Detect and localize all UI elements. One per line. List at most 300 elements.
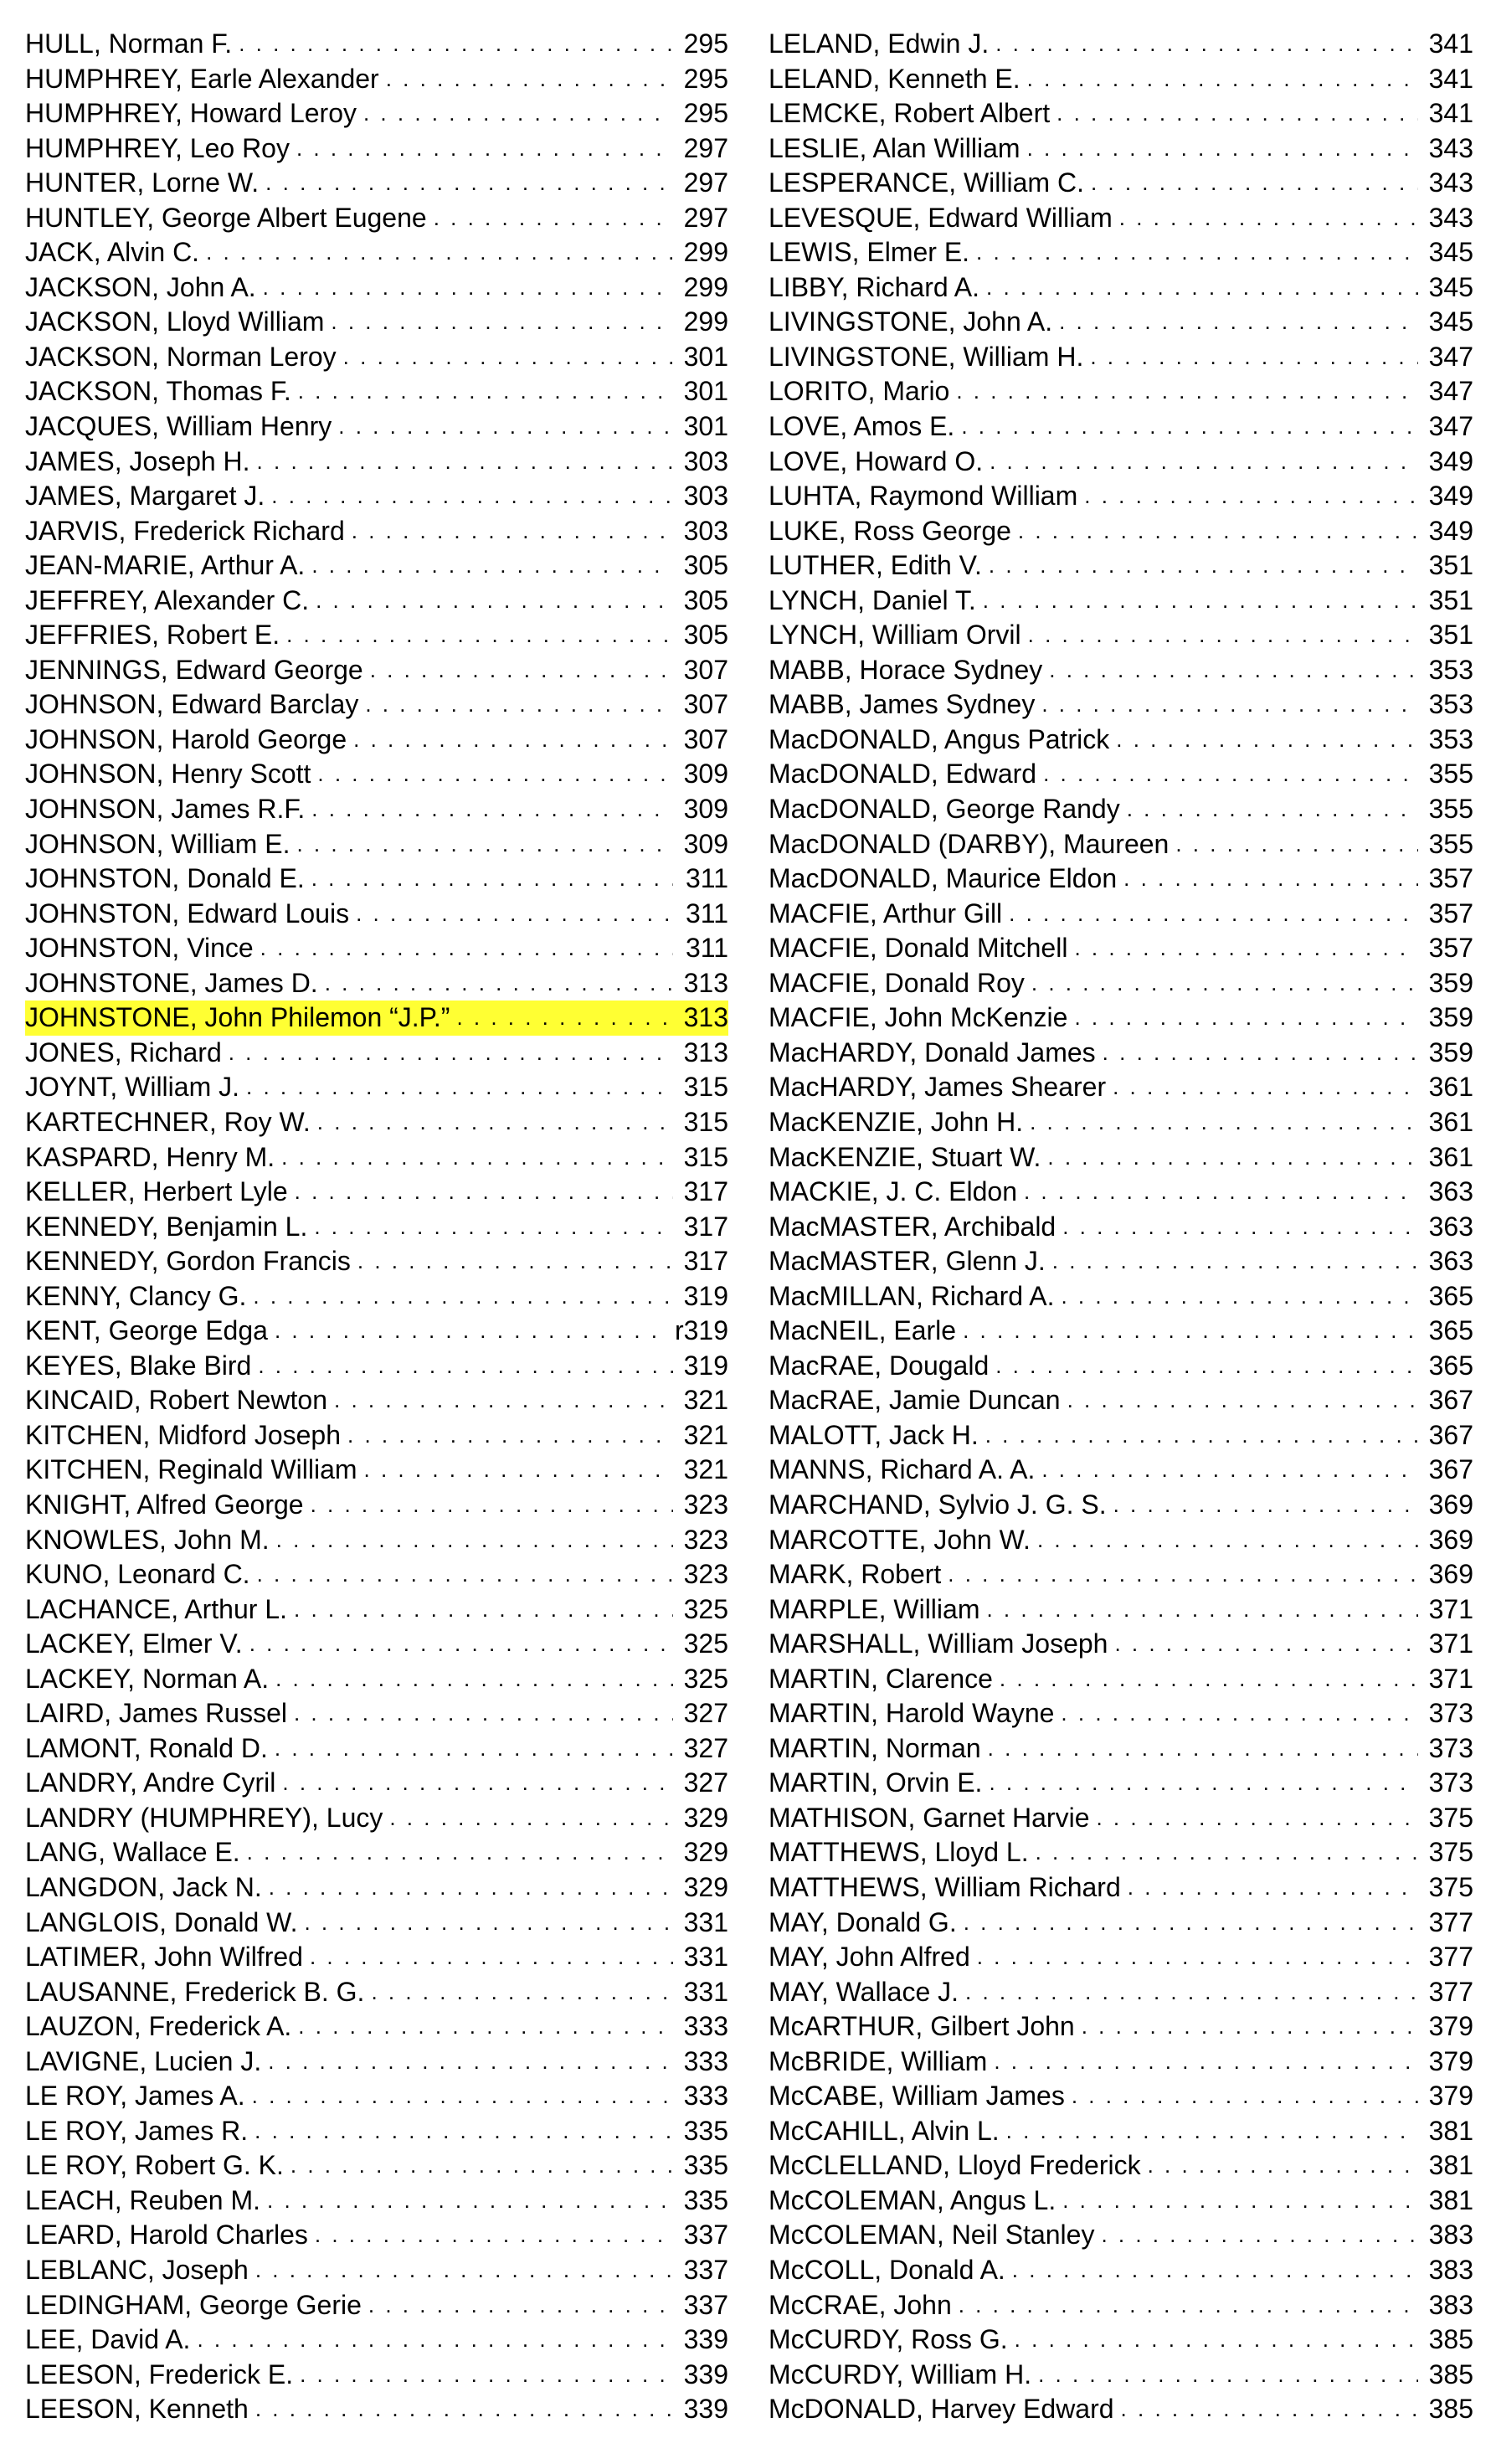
entry-page-number: 309 bbox=[683, 759, 728, 790]
index-entry bbox=[769, 1105, 1473, 1140]
entry-name: MABB, Horace Sydney bbox=[769, 654, 1043, 685]
dot-leader bbox=[370, 653, 673, 688]
dot-leader bbox=[1027, 62, 1418, 97]
index-entry bbox=[25, 1175, 728, 1210]
index-entry bbox=[25, 931, 728, 966]
index-entry bbox=[769, 62, 1473, 97]
entry-name: MAY, Wallace J. bbox=[769, 1976, 959, 2007]
entry-name: MAY, John Alfred bbox=[769, 1942, 970, 1973]
entry-page-number: 327 bbox=[683, 1732, 728, 1763]
entry-name: McCRAE, John bbox=[769, 2289, 952, 2320]
entry-name: McCURDY, William H. bbox=[769, 2359, 1032, 2389]
index-entry bbox=[25, 2184, 728, 2219]
entry-name: MATHISON, Garnet Harvie bbox=[769, 1802, 1090, 1833]
index-entry bbox=[25, 2392, 728, 2427]
index-entry bbox=[769, 2148, 1473, 2184]
index-column-right bbox=[769, 27, 1473, 2427]
dot-leader bbox=[363, 96, 673, 131]
entry-name: KENNEDY, Benjamin L. bbox=[25, 1211, 308, 1242]
index-entry bbox=[769, 827, 1473, 862]
dot-leader bbox=[304, 1906, 673, 1941]
entry-page-number: 363 bbox=[1428, 1176, 1473, 1207]
index-entry bbox=[769, 1731, 1473, 1767]
entry-page-number: 319 bbox=[683, 1280, 728, 1311]
entry-name: KARTECHNER, Roy W. bbox=[25, 1106, 311, 1137]
index-entry bbox=[25, 166, 728, 201]
index-entry bbox=[25, 1662, 728, 1697]
entry-name: LIVINGSTONE, John A. bbox=[769, 306, 1053, 337]
entry-name: LAMONT, Ronald D. bbox=[25, 1732, 268, 1763]
entry-page-number: 329 bbox=[683, 1871, 728, 1902]
dot-leader bbox=[1074, 1001, 1418, 1036]
entry-name: LANG, Wallace E. bbox=[25, 1837, 240, 1868]
index-entry bbox=[25, 792, 728, 827]
dot-leader bbox=[268, 2045, 673, 2080]
entry-name: MATTHEWS, William Richard bbox=[769, 1871, 1121, 1902]
index-entry bbox=[25, 445, 728, 480]
index-entry bbox=[25, 1383, 728, 1418]
index-entry bbox=[769, 2079, 1473, 2114]
dot-leader bbox=[1015, 2323, 1418, 2358]
entry-name: MANNS, Richard A. A. bbox=[769, 1454, 1036, 1485]
index-entry bbox=[769, 2392, 1473, 2427]
entry-page-number: 311 bbox=[685, 863, 728, 894]
entry-page-number: 317 bbox=[683, 1211, 728, 1242]
entry-name: JOHNSTONE, James D. bbox=[25, 967, 318, 998]
entry-name: JEFFRIES, Robert E. bbox=[25, 620, 280, 651]
index-entry bbox=[769, 1210, 1473, 1245]
dot-leader bbox=[1041, 1453, 1418, 1488]
entry-page-number: 311 bbox=[685, 933, 728, 964]
entry-page-number: 371 bbox=[1428, 1628, 1473, 1659]
index-entry bbox=[769, 792, 1473, 827]
index-entry bbox=[769, 409, 1473, 445]
dot-leader bbox=[1091, 166, 1418, 201]
entry-page-number: 327 bbox=[683, 1698, 728, 1729]
index-entry bbox=[25, 1696, 728, 1731]
dot-leader bbox=[1116, 723, 1418, 758]
dot-leader bbox=[965, 1975, 1418, 2010]
dot-leader bbox=[1052, 1244, 1418, 1279]
entry-name: LYNCH, Daniel T. bbox=[769, 584, 976, 615]
index-entry bbox=[25, 2148, 728, 2184]
index-entry bbox=[769, 897, 1473, 932]
entry-page-number: 371 bbox=[1428, 1663, 1473, 1694]
entry-page-number: 363 bbox=[1428, 1246, 1473, 1277]
index-entry bbox=[769, 1557, 1473, 1592]
entry-page-number: 305 bbox=[683, 584, 728, 615]
entry-name: LAVIGNE, Lucien J. bbox=[25, 2045, 262, 2076]
entry-name: LEVESQUE, Edward William bbox=[769, 202, 1113, 233]
index-entry bbox=[769, 2009, 1473, 2045]
entry-page-number: 371 bbox=[1428, 1593, 1473, 1624]
index-entry bbox=[25, 862, 728, 897]
entry-name: McCABE, William James bbox=[769, 2081, 1065, 2112]
dot-leader bbox=[347, 1418, 673, 1453]
index-entry bbox=[769, 96, 1473, 131]
dot-leader bbox=[294, 1592, 673, 1628]
index-entry bbox=[25, 62, 728, 97]
index-entry bbox=[25, 1801, 728, 1836]
dot-leader bbox=[1024, 1175, 1418, 1210]
entry-page-number: 297 bbox=[683, 202, 728, 233]
entry-name: JAMES, Margaret J. bbox=[25, 481, 265, 512]
dot-leader bbox=[1059, 305, 1418, 340]
entry-page-number: 379 bbox=[1428, 2081, 1473, 2112]
index-entry bbox=[769, 862, 1473, 897]
entry-page-number: 297 bbox=[683, 167, 728, 198]
entry-name: LEBLANC, Joseph bbox=[25, 2255, 249, 2285]
entry-name: LESPERANCE, William C. bbox=[769, 167, 1084, 198]
dot-leader bbox=[296, 131, 673, 167]
entry-name: LEESON, Frederick E. bbox=[25, 2359, 294, 2389]
entry-name: LEDINGHAM, George Gerie bbox=[25, 2289, 362, 2320]
dot-leader bbox=[368, 2288, 673, 2323]
dot-leader bbox=[275, 1731, 673, 1767]
index-entry bbox=[769, 1696, 1473, 1731]
dot-leader bbox=[334, 1383, 673, 1418]
entry-page-number: 341 bbox=[1428, 28, 1473, 59]
dot-leader bbox=[1113, 1070, 1418, 1105]
entry-page-number: 357 bbox=[1428, 898, 1473, 929]
entry-name: JOHNSON, Henry Scott bbox=[25, 759, 311, 790]
entry-page-number: 305 bbox=[683, 620, 728, 651]
entry-page-number: 361 bbox=[1428, 1072, 1473, 1103]
entry-page-number: 301 bbox=[683, 376, 728, 407]
entry-name: MacDONALD, George Randy bbox=[769, 794, 1120, 825]
entry-page-number: 303 bbox=[683, 515, 728, 546]
dot-leader bbox=[989, 548, 1418, 584]
dot-leader bbox=[254, 2114, 673, 2149]
index-entry bbox=[769, 966, 1473, 1001]
entry-name: JACKSON, Thomas F. bbox=[25, 376, 291, 407]
entry-name: MacDONALD, Maurice Eldon bbox=[769, 863, 1118, 894]
entry-page-number: 333 bbox=[683, 2011, 728, 2042]
entry-page-number: 309 bbox=[683, 794, 728, 825]
dot-leader bbox=[371, 1975, 673, 2010]
dot-leader bbox=[961, 409, 1418, 445]
dot-leader bbox=[276, 1523, 673, 1558]
entry-name: JACKSON, Lloyd William bbox=[25, 306, 325, 337]
dot-leader bbox=[315, 2218, 673, 2253]
index-column-left bbox=[25, 27, 728, 2427]
index-entry bbox=[25, 305, 728, 340]
dot-leader bbox=[1128, 1870, 1418, 1906]
index-entry bbox=[25, 1210, 728, 1245]
dot-leader bbox=[197, 2323, 673, 2358]
entry-page-number: 323 bbox=[683, 1524, 728, 1555]
dot-leader bbox=[286, 618, 673, 653]
dot-leader bbox=[983, 584, 1418, 619]
entry-name: MACKIE, J. C. Eldon bbox=[769, 1176, 1017, 1207]
entry-name: MacHARDY, Donald James bbox=[769, 1037, 1096, 1067]
index-entry bbox=[25, 1523, 728, 1558]
entry-name: LE ROY, Robert G. K. bbox=[25, 2150, 284, 2181]
entry-page-number: 323 bbox=[683, 1489, 728, 1520]
entry-page-number: 295 bbox=[683, 63, 728, 94]
index-entry bbox=[769, 2358, 1473, 2393]
entry-name: LE ROY, James R. bbox=[25, 2115, 249, 2146]
entry-page-number: 379 bbox=[1428, 2045, 1473, 2076]
entry-page-number: 369 bbox=[1428, 1524, 1473, 1555]
index-entry bbox=[25, 340, 728, 375]
dot-leader bbox=[239, 27, 673, 62]
dot-leader bbox=[298, 2009, 673, 2045]
index-entry bbox=[769, 2323, 1473, 2358]
dot-leader bbox=[995, 1349, 1418, 1384]
entry-page-number: 337 bbox=[683, 2220, 728, 2251]
entry-page-number: 325 bbox=[683, 1663, 728, 1694]
index-entry bbox=[25, 1453, 728, 1488]
entry-page-number: 377 bbox=[1428, 1906, 1473, 1937]
entry-name: LANDRY, Andre Cyril bbox=[25, 1767, 276, 1798]
entry-name: MARCOTTE, John W. bbox=[769, 1524, 1031, 1555]
entry-page-number: 343 bbox=[1428, 202, 1473, 233]
entry-page-number: 335 bbox=[683, 2150, 728, 2181]
entry-page-number: 353 bbox=[1428, 723, 1473, 754]
dot-leader bbox=[1175, 827, 1418, 862]
index-entry bbox=[25, 514, 728, 549]
entry-page-number: 375 bbox=[1428, 1802, 1473, 1833]
dot-leader bbox=[1030, 1105, 1418, 1140]
dot-leader bbox=[257, 445, 673, 480]
entry-name: McCOLL, Donald A. bbox=[769, 2255, 1005, 2285]
dot-leader bbox=[995, 27, 1418, 62]
entry-page-number: 347 bbox=[1428, 341, 1473, 372]
index-entry bbox=[25, 897, 728, 932]
entry-name: MAY, Donald G. bbox=[769, 1906, 957, 1937]
entry-name: McBRIDE, William bbox=[769, 2045, 988, 2076]
dot-leader bbox=[338, 409, 673, 445]
entry-name: KEYES, Blake Bird bbox=[25, 1350, 252, 1381]
entry-name: MACFIE, Donald Mitchell bbox=[769, 933, 1068, 964]
entry-name: KNIGHT, Alfred George bbox=[25, 1489, 304, 1520]
entry-page-number: 299 bbox=[683, 271, 728, 302]
dot-leader bbox=[364, 1453, 673, 1488]
index-entry bbox=[769, 201, 1473, 236]
entry-page-number: 373 bbox=[1428, 1698, 1473, 1729]
entry-page-number: 321 bbox=[683, 1385, 728, 1416]
entry-name: JOHNSON, James R.F. bbox=[25, 794, 306, 825]
entry-name: McCOLEMAN, Neil Stanley bbox=[769, 2220, 1095, 2251]
entry-name: KELLER, Herbert Lyle bbox=[25, 1176, 288, 1207]
dot-leader bbox=[1072, 2079, 1418, 2114]
entry-page-number: 331 bbox=[683, 1942, 728, 1973]
entry-page-number: 353 bbox=[1428, 654, 1473, 685]
index-entry bbox=[25, 2045, 728, 2080]
entry-name: MARCHAND, Sylvio J. G. S. bbox=[769, 1489, 1107, 1520]
entry-page-number: 299 bbox=[683, 306, 728, 337]
entry-page-number: 385 bbox=[1428, 2394, 1473, 2425]
entry-page-number: 323 bbox=[683, 1559, 728, 1590]
entry-name: JOHNSON, Harold George bbox=[25, 723, 347, 754]
entry-name: JARVIS, Frederick Richard bbox=[25, 515, 345, 546]
index-entry bbox=[769, 166, 1473, 201]
entry-page-number: 355 bbox=[1428, 759, 1473, 790]
dot-leader bbox=[1123, 862, 1418, 897]
dot-leader bbox=[296, 827, 673, 862]
index-entry bbox=[769, 2184, 1473, 2219]
entry-name: LACHANCE, Arthur L. bbox=[25, 1593, 287, 1624]
entry-name: MacDONALD, Edward bbox=[769, 759, 1037, 790]
dot-leader bbox=[249, 1627, 673, 1662]
entry-name: KUNO, Leonard C. bbox=[25, 1559, 250, 1590]
dot-leader bbox=[1067, 1383, 1418, 1418]
index-entry bbox=[25, 1975, 728, 2010]
dot-leader bbox=[263, 270, 673, 306]
entry-page-number: 313 bbox=[683, 1002, 728, 1033]
entry-name: HUMPHREY, Howard Leroy bbox=[25, 98, 357, 129]
dot-leader bbox=[1074, 931, 1418, 966]
entry-name: KENNEDY, Gordon Francis bbox=[25, 1246, 351, 1277]
index-entry bbox=[769, 618, 1473, 653]
entry-page-number: 315 bbox=[683, 1106, 728, 1137]
index-entry bbox=[25, 2009, 728, 2045]
index-entry bbox=[25, 584, 728, 619]
entry-page-number: 313 bbox=[683, 967, 728, 998]
index-entry bbox=[769, 1488, 1473, 1523]
entry-page-number: 367 bbox=[1428, 1385, 1473, 1416]
dot-leader bbox=[331, 305, 673, 340]
index-entry bbox=[25, 1627, 728, 1662]
entry-page-number: 333 bbox=[683, 2081, 728, 2112]
entry-name: LUTHER, Edith V. bbox=[769, 550, 982, 581]
index-entry bbox=[25, 96, 728, 131]
dot-leader bbox=[325, 966, 673, 1001]
index-entry bbox=[25, 1906, 728, 1941]
dot-leader bbox=[948, 1557, 1418, 1592]
entry-name: LELAND, Edwin J. bbox=[769, 28, 990, 59]
dot-leader bbox=[1038, 2358, 1418, 2393]
entry-page-number: 349 bbox=[1428, 445, 1473, 476]
entry-name: McCURDY, Ross G. bbox=[769, 2324, 1008, 2355]
entry-name: MACFIE, Arthur Gill bbox=[769, 898, 1003, 929]
entry-name: MARK, Robert bbox=[769, 1559, 942, 1590]
entry-page-number: 383 bbox=[1428, 2289, 1473, 2320]
dot-leader bbox=[986, 270, 1418, 306]
dot-leader bbox=[271, 479, 673, 514]
entry-page-number: 299 bbox=[683, 237, 728, 268]
index-entry bbox=[25, 653, 728, 688]
entry-name: HUMPHREY, Earle Alexander bbox=[25, 63, 379, 94]
index-entry bbox=[769, 445, 1473, 480]
entry-page-number: 359 bbox=[1428, 967, 1473, 998]
index-entry bbox=[25, 2253, 728, 2288]
entry-page-number: 303 bbox=[683, 445, 728, 476]
index-entry bbox=[769, 305, 1473, 340]
entry-name: JOHNSTONE, John Philemon “J.P.” bbox=[25, 1002, 450, 1033]
entry-name: HULL, Norman F. bbox=[25, 28, 233, 59]
entry-name: KINCAID, Robert Newton bbox=[25, 1385, 328, 1416]
entry-page-number: 373 bbox=[1428, 1767, 1473, 1798]
entry-name: MacHARDY, James Shearer bbox=[769, 1072, 1107, 1103]
dot-leader bbox=[988, 1731, 1418, 1767]
dot-leader bbox=[246, 1070, 673, 1105]
entry-page-number: 345 bbox=[1428, 237, 1473, 268]
dot-leader bbox=[963, 1314, 1418, 1349]
entry-name: LAUZON, Frederick A. bbox=[25, 2011, 292, 2042]
dot-leader bbox=[314, 1210, 673, 1245]
entry-page-number: 361 bbox=[1428, 1106, 1473, 1137]
entry-page-number: 367 bbox=[1428, 1419, 1473, 1450]
dot-leader bbox=[311, 1488, 673, 1523]
entry-name: LE ROY, James A. bbox=[25, 2081, 245, 2112]
dot-leader bbox=[316, 584, 673, 619]
entry-name: LEARD, Harold Charles bbox=[25, 2220, 308, 2251]
entry-page-number: 357 bbox=[1428, 933, 1473, 964]
entry-name: MacKENZIE, John H. bbox=[769, 1106, 1024, 1137]
index-entry bbox=[25, 2079, 728, 2114]
entry-page-number: 345 bbox=[1428, 306, 1473, 337]
entry-page-number: 303 bbox=[683, 481, 728, 512]
entry-page-number: 313 bbox=[683, 1037, 728, 1067]
index-entry bbox=[769, 235, 1473, 270]
entry-page-number: 335 bbox=[683, 2115, 728, 2146]
entry-name: LACKEY, Elmer V. bbox=[25, 1628, 243, 1659]
entry-page-number: 325 bbox=[683, 1628, 728, 1659]
dot-leader bbox=[282, 1766, 673, 1801]
entry-name: JACK, Alvin C. bbox=[25, 237, 200, 268]
entry-page-number: 315 bbox=[683, 1072, 728, 1103]
dot-leader bbox=[1012, 2253, 1418, 2288]
index-entry bbox=[769, 653, 1473, 688]
entry-page-number: 309 bbox=[683, 828, 728, 859]
dot-leader bbox=[1119, 201, 1418, 236]
dot-leader bbox=[1062, 1210, 1418, 1245]
dot-leader bbox=[1090, 340, 1418, 375]
entry-name: McCAHILL, Alvin L. bbox=[769, 2115, 1000, 2146]
entry-page-number: 379 bbox=[1428, 2011, 1473, 2042]
index-entry bbox=[25, 1418, 728, 1453]
index-entry bbox=[769, 1523, 1473, 1558]
entry-name: LANGLOIS, Donald W. bbox=[25, 1906, 298, 1937]
entry-page-number: 331 bbox=[683, 1906, 728, 1937]
dot-leader bbox=[300, 2358, 673, 2393]
dot-leader bbox=[317, 1105, 673, 1140]
index-entry bbox=[769, 1801, 1473, 1836]
dot-leader bbox=[311, 548, 673, 584]
index-entry bbox=[769, 1835, 1473, 1870]
dot-leader bbox=[1082, 2009, 1418, 2045]
entry-name: JONES, Richard bbox=[25, 1037, 222, 1067]
index-entry bbox=[769, 2218, 1473, 2253]
dot-leader bbox=[994, 2045, 1418, 2080]
index-entry bbox=[25, 548, 728, 584]
dot-leader bbox=[989, 1766, 1418, 1801]
dot-leader bbox=[343, 340, 673, 375]
entry-name: MARTIN, Harold Wayne bbox=[769, 1698, 1055, 1729]
index-entry-highlighted bbox=[25, 1001, 728, 1036]
entry-name: MacRAE, Jamie Duncan bbox=[769, 1385, 1061, 1416]
dot-leader bbox=[365, 687, 673, 723]
entry-page-number: 301 bbox=[683, 341, 728, 372]
entry-page-number: 347 bbox=[1428, 411, 1473, 442]
dot-leader bbox=[990, 445, 1418, 480]
entry-page-number: 315 bbox=[683, 1141, 728, 1172]
dot-leader bbox=[956, 374, 1418, 409]
index-entry bbox=[769, 1001, 1473, 1036]
dot-leader bbox=[1049, 653, 1418, 688]
entry-name: LIBBY, Richard A. bbox=[769, 271, 979, 302]
index-entry bbox=[769, 270, 1473, 306]
entry-name: LEWIS, Elmer E. bbox=[769, 237, 970, 268]
index-entry bbox=[769, 687, 1473, 723]
dot-leader bbox=[1027, 131, 1418, 167]
entry-name: McDONALD, Harvey Edward bbox=[769, 2394, 1114, 2425]
entry-name: LEACH, Reuben M. bbox=[25, 2184, 261, 2215]
entry-page-number: 341 bbox=[1428, 63, 1473, 94]
entry-page-number: 317 bbox=[683, 1176, 728, 1207]
